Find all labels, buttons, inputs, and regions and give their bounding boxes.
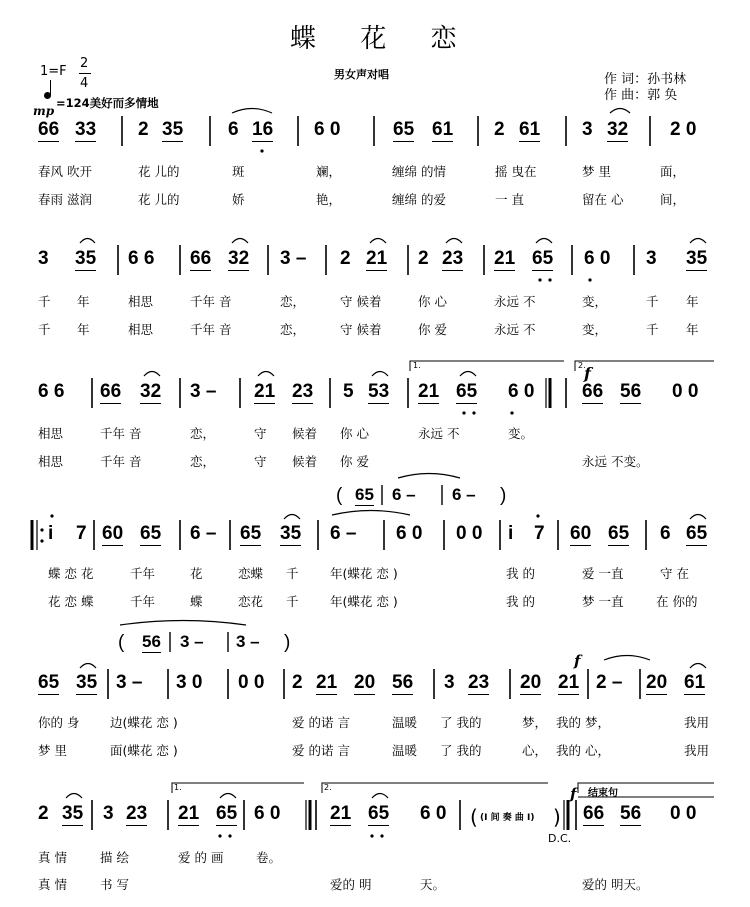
note: 32 [228,248,250,269]
interlude-note: 3 – [180,632,204,651]
note: 32 [607,119,629,140]
lyric: 我 的 [506,594,535,609]
lyric: 花 儿的 [138,164,180,179]
note: 35 [280,523,302,544]
lyric: 年 [77,322,90,337]
note: 23 [126,803,148,824]
volta-bracket [410,361,564,371]
note: 2 [292,672,303,693]
note: 65 [240,523,262,544]
lyric: 真 情 [38,850,67,865]
note: 56 [620,381,642,402]
note: 20 [354,672,376,693]
interlude-paren: ( [470,805,478,829]
tie-arc [536,239,552,244]
note: 65 [216,803,238,824]
note: 6 [660,523,671,544]
lyric: 相思 [38,454,64,469]
lyric: 你的 身 [38,715,80,730]
lyric: 守 [254,426,267,441]
lyric: 守 [254,454,267,469]
note: 20 [520,672,542,693]
note: 23 [442,248,464,269]
octave-dot [588,278,591,281]
octave-dot [218,834,221,837]
note: 21 [494,248,516,269]
lyric: 蝶 恋 花 [48,566,94,581]
note: 3 [38,248,49,269]
tie-arc [284,515,300,520]
lyric: 心， [522,743,548,758]
note: 65 [686,523,708,544]
note: 65 [532,248,554,269]
tie-arc [372,372,388,377]
octave-dot [260,149,263,152]
tie-arc [120,621,246,626]
meter-bottom: 4 [80,76,89,91]
lyric: 永远 不变。 [582,454,649,469]
lyric: 我的 心， [556,743,610,758]
note: i [48,523,54,544]
interlude-paren-close: ) [500,485,507,506]
lyric: 卷。 [256,850,282,865]
lyric: 艳， [316,192,342,207]
note: 2 [494,119,505,140]
lyric: 恋， [280,294,306,309]
interlude-paren: ) [553,805,561,829]
note: 61 [684,672,706,693]
interlude-note: 56 [142,632,161,651]
note: 21 [366,248,388,269]
tie-arc [690,239,706,244]
note: 20 [646,672,668,693]
note: 65 [393,119,415,140]
interlude-note: 3 – [236,632,260,651]
note: 6 [228,119,239,140]
note: 60 [570,523,592,544]
note: 2 0 [670,119,697,140]
note: 6 0 [254,803,281,824]
lyric: 梦 里 [582,164,611,179]
note: 21 [316,672,338,693]
lyric: 年(蝶花 恋 ) [330,594,398,609]
composer-credit: 作 曲：郭 奂 [604,88,678,103]
lyric: 恋蝶 [238,566,264,581]
lyric: 面， [660,164,686,179]
octave-dot [462,411,465,414]
note: 66 [100,381,122,402]
tie-arc [604,656,650,661]
tie-arc [690,515,706,520]
lyric: 变， [582,322,608,337]
lyric: 在 你的 [656,594,698,609]
meter-top: 2 [80,56,89,71]
octave-dot [538,278,541,281]
note: 3 [582,119,593,140]
tie-arc [372,794,388,799]
tie-arc [446,239,462,244]
lyric: 年 [686,294,699,309]
lyric: 春风 吹开 [38,164,92,179]
lyric: 千年 音 [190,294,232,309]
lyric: 恋花 [238,594,264,609]
note: 35 [76,672,98,693]
lyric: 摇 曳在 [495,164,537,179]
note: 21 [178,803,200,824]
note: 61 [519,119,541,140]
tie-arc [460,372,476,377]
volta-1-label: 1. [413,361,421,370]
lyric: 恋， [280,322,306,337]
lyric: 千 [286,594,299,609]
note: 2 [418,248,429,269]
note: 21 [330,803,352,824]
note: 2 [138,119,149,140]
interlude-paren-open: ( [336,485,343,506]
note: 3 0 [176,672,203,693]
volta-1-label: 1. [174,783,182,792]
note: 21 [254,381,276,402]
lyric: 守 在 [660,566,689,581]
note: 21 [418,381,440,402]
lyric: 千 [38,294,51,309]
interlude-paren-open: ( [118,632,125,653]
lyric: 一 直 [495,192,524,207]
note: 3 – [280,248,307,269]
interlude-note: 65 [355,485,374,504]
note: 65 [368,803,390,824]
note: 6 – [330,523,357,544]
tie-arc [144,372,160,377]
lyric: 千年 音 [190,322,232,337]
lyric: 千年 音 [100,426,142,441]
lyric: 梦 里 [38,743,67,758]
lyric: 我的 梦， [556,715,610,730]
dynamic-f: f [570,785,577,803]
lyric: 梦， [522,715,548,730]
note: 65 [38,672,60,693]
tie-arc [232,109,272,114]
tempo-marking: =124美好而多情地 [56,96,159,110]
note: 23 [468,672,490,693]
note: 3 [646,248,657,269]
tie-arc [220,794,236,799]
octave-dot [380,834,383,837]
lyric: 变。 [508,426,534,441]
lyric: 了 我的 [440,715,482,730]
note: 0 0 [670,803,697,824]
note: 3 [103,803,114,824]
note: 3 [444,672,455,693]
lyric: 缠绵 的爱 [392,192,446,207]
note: 60 [102,523,124,544]
lyric: 面(蝶花 恋 ) [110,743,178,758]
tie-arc [398,474,460,479]
note: 0 0 [456,523,483,544]
note: 3 – [116,672,143,693]
note: 6 0 [420,803,447,824]
lyric: 爱 的诺 言 [292,743,350,758]
octave-dot [228,834,231,837]
tie-arc [610,109,630,114]
lyric: 我 的 [506,566,535,581]
volta-bracket [575,361,714,371]
lyric: 温暖 [392,743,418,758]
note: 5 [343,381,354,402]
lyric: 缠绵 的情 [392,164,446,179]
lyric: 守 候着 [340,322,382,337]
lyric: 斓， [316,164,342,179]
lyric: 书 写 [100,877,129,892]
octave-dot [472,411,475,414]
lyric: 温暖 [392,715,418,730]
dynamic-f: f [584,364,591,383]
lyric: 候着 [292,454,318,469]
lyric: 年 [77,294,90,309]
lyric: 恋， [190,454,216,469]
lyric: 娇 [232,192,245,207]
interlude-note: 6 – [392,485,416,504]
lyric: 千年 音 [100,454,142,469]
note: 35 [75,248,97,269]
lyric: 候着 [292,426,318,441]
octave-dot [40,539,43,542]
note: 35 [62,803,84,824]
lyric: 我用 [684,715,710,730]
page-title: 蝶 花 恋 [290,24,475,54]
note: 66 [582,381,604,402]
lyric: 间， [660,192,686,207]
lyric: 永远 不 [494,294,536,309]
lyric: 留在 心 [582,192,624,207]
lyric: 花 恋 蝶 [48,594,94,609]
lyric: 爱 一直 [582,566,624,581]
note: 6 – [190,523,217,544]
note: 32 [140,381,162,402]
tie-arc [80,239,95,244]
lyric: 春雨 滋润 [38,192,92,207]
octave-dot [50,514,53,517]
lyric: 花 儿的 [138,192,180,207]
ending-label: 结束句 [588,788,618,799]
octave-dot [40,528,43,531]
lyric: 千 [646,322,659,337]
note: 6 6 [38,381,65,402]
note: 2 [38,803,49,824]
octave-dot [536,514,539,517]
lyric: 蝶 [190,594,203,609]
lyric: 相思 [128,294,154,309]
note: 2 – [596,672,623,693]
note: 53 [368,381,390,402]
note: 66 [583,803,605,824]
lyric: 我用 [684,743,710,758]
lyric: 了 我的 [440,743,482,758]
lyricist-credit: 作 词：孙书林 [604,72,687,87]
octave-dot [370,834,373,837]
lyric: 你 心 [418,294,447,309]
note: 35 [686,248,708,269]
lyric: 你 爱 [418,322,447,337]
note: 3 – [190,381,217,402]
lyric: 千年 [130,594,156,609]
volta-bracket [322,783,548,793]
lyric: 千 [646,294,659,309]
tie-arc [258,372,274,377]
note: 6 6 [128,248,155,269]
note: 23 [292,381,314,402]
lyric: 相思 [128,322,154,337]
lyric: 你 爱 [340,454,369,469]
lyric: 爱的 明天。 [582,877,649,892]
note: 7 [76,523,87,544]
tie-arc [690,664,706,669]
lyric: 永远 不 [494,322,536,337]
note: 6 0 [508,381,535,402]
lyric: 边(蝶花 恋 ) [110,715,178,730]
octave-dot [510,411,513,414]
lyric: 爱 的诺 言 [292,715,350,730]
lyric: 千 [286,566,299,581]
note: 6 0 [584,248,611,269]
note: 61 [432,119,454,140]
lyric: 真 情 [38,877,67,892]
note: 21 [558,672,580,693]
octave-dot [548,278,551,281]
tie-arc [66,794,82,799]
dynamic-f: f [574,652,581,670]
note: 2 [340,248,351,269]
volta-2-label: 2. [324,783,332,792]
lyric: 千 [38,322,51,337]
da-capo: D.C. [548,832,572,845]
lyric: 天。 [420,877,446,892]
interlude-paren-close: ) [284,632,291,653]
tie-arc [370,239,386,244]
lyric: 变， [582,294,608,309]
key-signature: 1=F [40,64,67,79]
note: 56 [392,672,414,693]
note: 0 0 [672,381,699,402]
tie-arc [232,239,248,244]
note: 65 [608,523,630,544]
meter-line [79,73,91,74]
volta-2-label: 2. [578,361,586,370]
lyric: 花 [190,566,203,581]
note: 56 [620,803,642,824]
note: 6 0 [314,119,341,140]
tie-arc [332,511,410,516]
note: i [508,523,514,544]
lyric: 年 [686,322,699,337]
note: 0 0 [238,672,265,693]
note: 16 [252,119,274,140]
note-stem [50,80,51,95]
lyric: 年(蝶花 恋 ) [330,566,398,581]
interlude-note: 6 – [452,485,476,504]
lyric: 爱的 明 [330,877,372,892]
note: 65 [456,381,478,402]
lyric: 斑 [232,164,245,179]
lyric: 描 绘 [100,850,129,865]
dynamic-mp: mp [33,104,55,118]
volta-bracket [172,783,304,793]
lyric: 你 心 [340,426,369,441]
lyric: 相思 [38,426,64,441]
lyric: 永远 不 [418,426,460,441]
note: 6 0 [396,523,423,544]
note: 35 [162,119,184,140]
note: 66 [38,119,60,140]
tie-arc [80,664,96,669]
note: 65 [140,523,162,544]
lyric: 爱 的 画 [178,850,224,865]
performance-note: 男女声对唱 [334,68,389,81]
interlude-label: (I 间 奏 曲 I) [480,813,535,823]
lyric: 恋， [190,426,216,441]
lyric: 梦 一直 [582,594,624,609]
lyric: 千年 [130,566,156,581]
note: 7 [534,523,545,544]
lyric: 守 候着 [340,294,382,309]
note: 66 [190,248,212,269]
note: 33 [75,119,97,140]
